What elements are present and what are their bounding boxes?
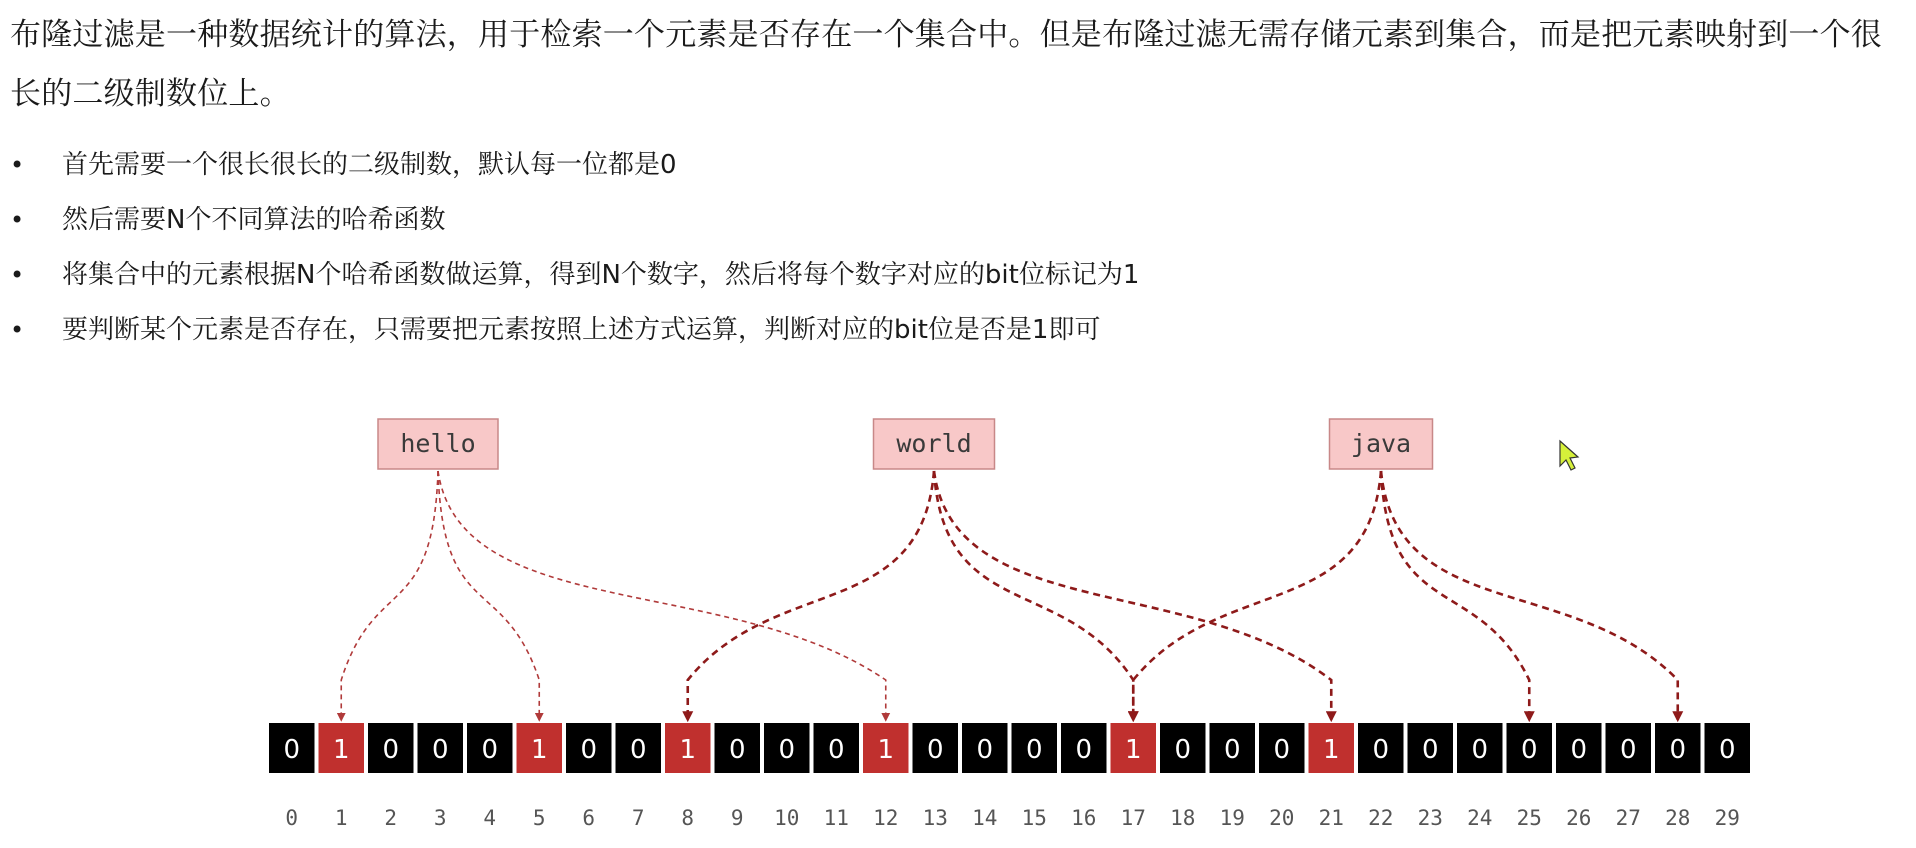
bit-index-label: 18 [1170,806,1196,830]
bit-value: 0 [926,735,944,765]
bit-value: 1 [530,735,548,765]
bit-value: 0 [1075,735,1093,765]
bit-value: 0 [1669,735,1687,765]
bit-value: 0 [580,735,598,765]
bullet-text: 要判断某个元素是否存在，只需要把元素按照上述方式运算，判断对应的bit位是否是1即可 [62,315,1101,345]
bit-value: 0 [728,735,746,765]
bit-array [269,723,1750,773]
bit-index-label: 21 [1318,806,1344,830]
bullet-marker: • [10,261,25,289]
bit-index-label: 6 [582,806,596,830]
bit-value: 0 [1520,735,1538,765]
bit-index-label: 29 [1714,806,1740,830]
bit-index-label: 2 [384,806,398,830]
bullet-text: 然后需要N个不同算法的哈希函数 [62,205,446,235]
bit-value: 0 [382,735,400,765]
bit-value: 0 [629,735,647,765]
key-label: world [896,429,972,458]
bit-index-label: 15 [1021,806,1047,830]
bullet-marker: • [10,206,25,234]
bit-value: 0 [1570,735,1588,765]
bit-index-label: 27 [1615,806,1641,830]
bit-value: 0 [827,735,845,765]
bit-value: 0 [1471,735,1489,765]
bit-value: 1 [679,735,697,765]
bit-value: 1 [877,735,895,765]
key-label: hello [400,429,476,458]
bit-index-label: 28 [1665,806,1691,830]
bit-index-label: 1 [334,806,348,830]
bullet-marker: • [10,316,25,344]
bit-value: 0 [283,735,301,765]
bit-index-label: 16 [1071,806,1097,830]
hash-arrow [1381,471,1529,720]
bullet-marker: • [10,151,25,179]
hash-arrow [1133,471,1381,720]
bit-value: 0 [431,735,449,765]
hash-arrows [341,471,1678,720]
key-label: java [1350,429,1412,458]
bit-index-label: 0 [285,806,299,830]
bit-index-label: 3 [433,806,447,830]
intro-paragraph: 布隆过滤是一种数据统计的算法，用于检索一个元素是否存在一个集合中。但是布隆过滤无需存储元素到集合，而是把元素映射到一个很长的二级制数位上。 [10,17,1882,112]
bit-value: 0 [1718,735,1736,765]
bit-index-label: 12 [873,806,899,830]
bit-value: 0 [1025,735,1043,765]
bit-index-label: 11 [823,806,849,830]
bit-index-label: 22 [1368,806,1394,830]
hash-arrow [934,471,1133,720]
bit-index-label: 13 [922,806,948,830]
hash-arrow [934,471,1331,720]
hash-arrow [438,471,539,720]
bit-index-label: 26 [1566,806,1592,830]
hash-arrow [688,471,934,720]
bit-index-label: 8 [681,806,695,830]
bit-index-label: 4 [483,806,497,830]
bit-value: 0 [778,735,796,765]
bit-value: 0 [1273,735,1291,765]
bit-index-label: 5 [532,806,546,830]
bit-value: 1 [332,735,350,765]
bit-value: 1 [1322,735,1340,765]
bit-index-label: 23 [1417,806,1443,830]
bit-value: 0 [976,735,994,765]
bit-index-label: 10 [774,806,800,830]
hash-arrow [438,471,886,720]
bit-indices [285,806,1739,830]
cursor-icon [1560,441,1578,470]
bit-index-label: 24 [1467,806,1493,830]
bit-index-label: 20 [1269,806,1295,830]
bit-value: 0 [1223,735,1241,765]
hash-arrow [341,471,438,720]
bit-index-label: 7 [631,806,645,830]
bit-index-label: 25 [1516,806,1542,830]
bit-index-label: 19 [1219,806,1245,830]
bit-index-label: 9 [730,806,744,830]
bullet-text: 将集合中的元素根据N个哈希函数做运算，得到N个数字，然后将每个数字对应的bit位标记为1 [62,260,1140,290]
bit-value: 0 [1619,735,1637,765]
bit-index-label: 17 [1120,806,1146,830]
hash-arrow [1381,471,1678,720]
mouse-cursor [1560,441,1578,470]
bit-value: 0 [1372,735,1390,765]
bit-value: 0 [1174,735,1192,765]
key-boxes [378,419,1433,469]
bullet-text: 首先需要一个很长很长的二级制数，默认每一位都是0 [62,150,677,180]
bit-value: 0 [481,735,499,765]
bit-value: 1 [1124,735,1142,765]
bit-value: 0 [1421,735,1439,765]
bit-index-label: 14 [972,806,998,830]
